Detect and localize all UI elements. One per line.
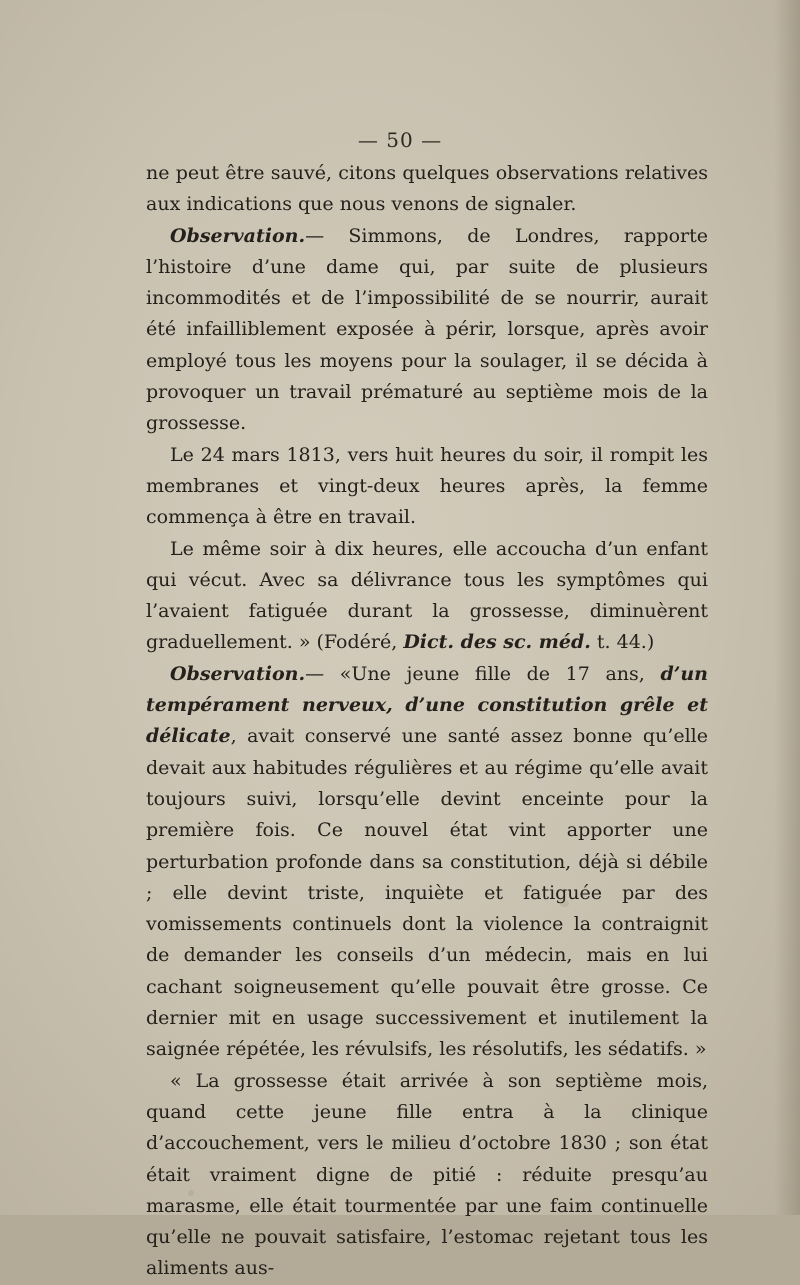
text-run: ne peut être sauvé, citons quelques observations relatives aux indications que nous venons de signaler.	[146, 162, 708, 216]
text-run: , avait conservé une santé assez bonne qu’elle devait aux habitudes régulières et au régime qu’elle avait toujours suivi, lorsqu’elle devint enceinte pour la première fois. Ce nouvel état vint apporter une perturbation profonde dans sa constitution, déjà si débile ; elle devint triste, inquiète et fatiguée par des vomissements continuels dont la violence la contraignit de demander les conseils d’un médecin, mais en lui cachant soigneusement qu’elle pouvait être grosse. Ce dernier mit en usage successivement et inutilement la saignée répétée, les révulsifs, les résolutifs, les sédatifs. »	[146, 725, 708, 1061]
text-run: Le même soir à dix heures, elle accoucha d’un enfant qui vécut. Avec sa délivrance tous les symptômes qui l’avaient fatiguée durant la grossesse, diminuèrent graduellement. » (Fodéré,	[146, 537, 708, 654]
text-run: — Simmons, de Londres, rapporte l’histoire d’une dame qui, par suite de plusieurs incommodités et de l’impossibilité de se nourrir, aurait été infailliblement exposée à périr, lorsque, après avoir employé tous les moyens pour la soulager, il se décida à provoquer un travail prématuré au septième mois de la grossesse.	[146, 224, 708, 435]
text-run: « La grossesse était arrivée à son septième mois, quand cette jeune fille entra à la clinique d’accouchement, vers le milieu d’octobre 1830 ; son état était vraiment digne de pitié : réduite presqu’au marasme, elle était tourmentée par une faim continuelle qu’elle ne pouvait satisfaire, l’estomac rejetant tous les aliments aus-	[146, 1069, 708, 1280]
paragraph	[146, 221, 708, 440]
text-run: t. 44.)	[590, 631, 655, 654]
text-run: — «Une jeune fille de 17 ans,	[305, 662, 661, 685]
italic-text: Dict. des sc. méd.	[403, 631, 591, 654]
body-text	[146, 158, 708, 1285]
paragraph	[146, 440, 708, 534]
page-edge-shadow	[774, 0, 800, 1215]
text-run: Le 24 mars 1813, vers huit heures du soir, il rompit les membranes et vingt-deux heures après, la femme commença à être en travail.	[146, 443, 708, 529]
italic-text: d’un tempérament nerveux, d’une constitution grêle et délicate	[146, 662, 708, 748]
page-number: — 50 —	[357, 128, 443, 152]
paragraph	[146, 158, 708, 221]
italic-text: Observation.	[170, 224, 306, 247]
paragraph	[146, 659, 708, 1066]
paragraph	[146, 534, 708, 659]
paragraph	[146, 1066, 708, 1285]
italic-text: Observation.	[170, 662, 306, 685]
